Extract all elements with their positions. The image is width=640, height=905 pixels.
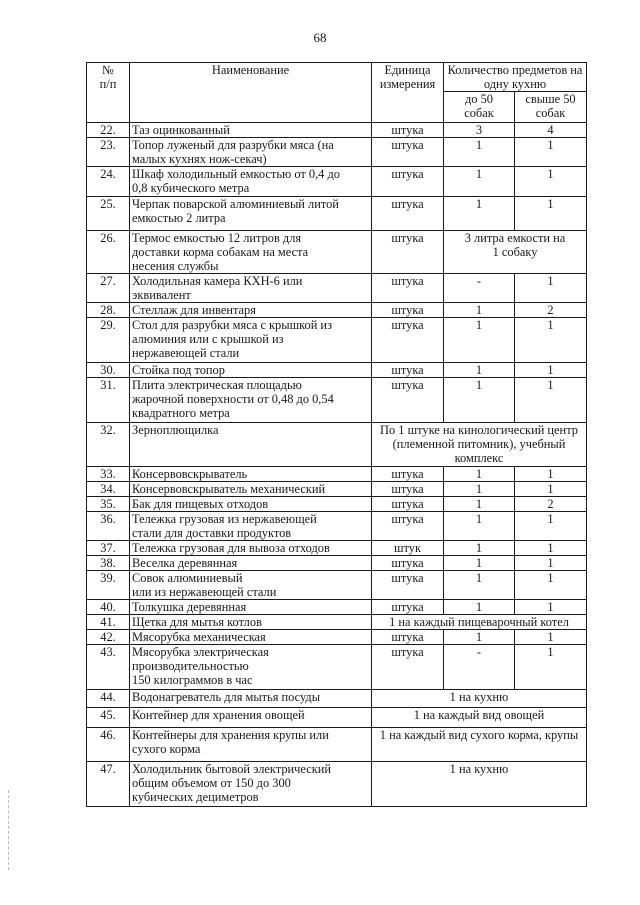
qty-over-50: 1 — [515, 318, 587, 363]
item-name: Водонагреватель для мытья посуды — [130, 690, 372, 708]
header-unit: Единица измерения — [372, 63, 444, 123]
table-row — [87, 497, 587, 512]
row-number: 46. — [87, 728, 130, 762]
qty-over-50: 1 — [515, 467, 587, 482]
qty-upto-50: - — [444, 645, 515, 690]
table-row — [87, 197, 587, 231]
unit-of-measure: штука — [372, 123, 444, 138]
item-name: Веселка деревянная — [130, 556, 372, 571]
row-number: 36. — [87, 512, 130, 541]
table-row — [87, 645, 587, 690]
item-name: Контейнер для хранения овощей — [130, 708, 372, 728]
qty-over-50: 4 — [515, 123, 587, 138]
unit-of-measure: штука — [372, 600, 444, 615]
item-name: Толкушка деревянная — [130, 600, 372, 615]
qty-upto-50: 1 — [444, 303, 515, 318]
table-row — [87, 318, 587, 363]
unit-of-measure: штука — [372, 571, 444, 600]
row-number: 32. — [87, 423, 130, 467]
header-name: Наименование — [130, 63, 372, 123]
unit-of-measure: штука — [372, 303, 444, 318]
unit-of-measure: штука — [372, 482, 444, 497]
unit-of-measure: штука — [372, 645, 444, 690]
table-row — [87, 363, 587, 378]
scan-artifact — [8, 790, 10, 870]
qty-upto-50: 1 — [444, 600, 515, 615]
unit-of-measure: штука — [372, 231, 444, 274]
qty-over-50: 2 — [515, 497, 587, 512]
row-number: 29. — [87, 318, 130, 363]
row-number: 45. — [87, 708, 130, 728]
table-row — [87, 378, 587, 423]
qty-over-50: 1 — [515, 571, 587, 600]
table-row — [87, 467, 587, 482]
equipment-table — [86, 62, 587, 807]
unit-of-measure: штука — [372, 363, 444, 378]
table-row — [87, 600, 587, 615]
item-name: Черпак поварской алюминиевый литой емкостью 2 литра — [130, 197, 372, 231]
qty-upto-50: 1 — [444, 363, 515, 378]
qty-upto-50: 1 — [444, 556, 515, 571]
item-name: Мясорубка механическая — [130, 630, 372, 645]
qty-over-50: 1 — [515, 600, 587, 615]
qty-over-50: 1 — [515, 556, 587, 571]
row-number: 26. — [87, 231, 130, 274]
table-row — [87, 615, 587, 630]
row-number: 47. — [87, 762, 130, 807]
item-name: Стойка под топор — [130, 363, 372, 378]
merged-quantity-note: 1 на кухню — [372, 762, 587, 807]
qty-upto-50: 1 — [444, 571, 515, 600]
table-row — [87, 231, 587, 274]
qty-upto-50: 1 — [444, 467, 515, 482]
row-number: 42. — [87, 630, 130, 645]
row-number: 30. — [87, 363, 130, 378]
qty-upto-50: 1 — [444, 482, 515, 497]
item-name: Стол для разрубки мяса с крышкой из алюминия или с крышкой из нержавеющей стали — [130, 318, 372, 363]
item-name: Контейнеры для хранения крупы или сухого корма — [130, 728, 372, 762]
qty-over-50: 1 — [515, 645, 587, 690]
row-number: 39. — [87, 571, 130, 600]
qty-over-50: 1 — [515, 630, 587, 645]
unit-of-measure: штука — [372, 167, 444, 197]
qty-upto-50: 1 — [444, 167, 515, 197]
qty-over-50: 1 — [515, 512, 587, 541]
unit-of-measure: штука — [372, 378, 444, 423]
qty-over-50: 1 — [515, 138, 587, 167]
unit-of-measure: штука — [372, 467, 444, 482]
row-number: 35. — [87, 497, 130, 512]
table-header-row — [87, 63, 587, 92]
merged-quantity-note: По 1 штуке на кинологический центр (племенной питомник), учебный комплекс — [372, 423, 587, 467]
qty-over-50: 2 — [515, 303, 587, 318]
row-number: 34. — [87, 482, 130, 497]
item-name: Холодильная камера КХН-6 или эквивалент — [130, 274, 372, 303]
item-name: Термос емкостью 12 литров для доставки корма собакам на места несения службы — [130, 231, 372, 274]
table-row — [87, 556, 587, 571]
item-name: Совок алюминиевый или из нержавеющей стали — [130, 571, 372, 600]
table-row — [87, 482, 587, 497]
item-name: Таз оцинкованный — [130, 123, 372, 138]
qty-over-50: 1 — [515, 363, 587, 378]
item-name: Топор луженый для разрубки мяса (на малых кухнях нож-секач) — [130, 138, 372, 167]
merged-quantity-note: 1 на каждый пищеварочный котел — [372, 615, 587, 630]
page-number: 68 — [313, 30, 327, 45]
qty-over-50: 1 — [515, 274, 587, 303]
header-over-50: свыше 50 собак — [515, 92, 587, 123]
row-number: 43. — [87, 645, 130, 690]
row-number: 22. — [87, 123, 130, 138]
merged-quantity-note: 1 на каждый вид сухого корма, крупы — [372, 728, 587, 762]
header-upto-50: до 50 собак — [444, 92, 515, 123]
table-row — [87, 541, 587, 556]
item-name: Зерноплющилка — [130, 423, 372, 467]
table-row — [87, 630, 587, 645]
qty-over-50: 1 — [515, 167, 587, 197]
table-row — [87, 762, 587, 807]
unit-of-measure: штука — [372, 138, 444, 167]
item-name: Плита электрическая площадью жарочной поверхности от 0,48 до 0,54 квадратного метра — [130, 378, 372, 423]
table-row — [87, 303, 587, 318]
header-quantity: Количество предметов на одну кухню — [444, 63, 587, 92]
qty-over-50: 1 — [515, 482, 587, 497]
qty-upto-50: 1 — [444, 138, 515, 167]
item-name: Тележка грузовая из нержавеющей стали для доставки продуктов — [130, 512, 372, 541]
unit-of-measure: штука — [372, 497, 444, 512]
item-name: Щетка для мытья котлов — [130, 615, 372, 630]
table-row — [87, 571, 587, 600]
row-number: 40. — [87, 600, 130, 615]
row-number: 28. — [87, 303, 130, 318]
row-number: 27. — [87, 274, 130, 303]
row-number: 44. — [87, 690, 130, 708]
table-row — [87, 512, 587, 541]
row-number: 38. — [87, 556, 130, 571]
item-name: Бак для пищевых отходов — [130, 497, 372, 512]
qty-over-50: 1 — [515, 541, 587, 556]
merged-quantity-note: 1 на каждый вид овощей — [372, 708, 587, 728]
row-number: 25. — [87, 197, 130, 231]
merged-quantity-note: 3 литра емкости на 1 собаку — [444, 231, 587, 274]
qty-upto-50: 1 — [444, 318, 515, 363]
row-number: 41. — [87, 615, 130, 630]
table-row — [87, 274, 587, 303]
item-name: Мясорубка электрическая производительностью 150 килограммов в час — [130, 645, 372, 690]
unit-of-measure: штука — [372, 318, 444, 363]
item-name: Тележка грузовая для вывоза отходов — [130, 541, 372, 556]
qty-upto-50: 1 — [444, 497, 515, 512]
unit-of-measure: штука — [372, 512, 444, 541]
table-row — [87, 138, 587, 167]
table-row — [87, 167, 587, 197]
qty-over-50: 1 — [515, 378, 587, 423]
item-name: Стеллаж для инвентаря — [130, 303, 372, 318]
item-name: Консервовскрыватель механический — [130, 482, 372, 497]
header-number: № п/п — [87, 63, 130, 123]
unit-of-measure: штука — [372, 274, 444, 303]
row-number: 37. — [87, 541, 130, 556]
item-name: Консервовскрыватель — [130, 467, 372, 482]
merged-quantity-note: 1 на кухню — [372, 690, 587, 708]
qty-upto-50: 1 — [444, 541, 515, 556]
qty-upto-50: 1 — [444, 512, 515, 541]
row-number: 24. — [87, 167, 130, 197]
unit-of-measure: штука — [372, 630, 444, 645]
unit-of-measure: штук — [372, 541, 444, 556]
row-number: 23. — [87, 138, 130, 167]
qty-upto-50: - — [444, 274, 515, 303]
row-number: 33. — [87, 467, 130, 482]
unit-of-measure: штука — [372, 556, 444, 571]
qty-upto-50: 1 — [444, 630, 515, 645]
table-row — [87, 708, 587, 728]
row-number: 31. — [87, 378, 130, 423]
table-row — [87, 690, 587, 708]
table-row — [87, 728, 587, 762]
item-name: Холодильник бытовой электрический общим объемом от 150 до 300 кубических дециметров — [130, 762, 372, 807]
table-row — [87, 123, 587, 138]
item-name: Шкаф холодильный емкостью от 0,4 до 0,8 кубического метра — [130, 167, 372, 197]
table-row — [87, 423, 587, 467]
qty-upto-50: 1 — [444, 197, 515, 231]
qty-upto-50: 1 — [444, 378, 515, 423]
qty-upto-50: 3 — [444, 123, 515, 138]
qty-over-50: 1 — [515, 197, 587, 231]
unit-of-measure: штука — [372, 197, 444, 231]
table-body — [87, 123, 587, 807]
